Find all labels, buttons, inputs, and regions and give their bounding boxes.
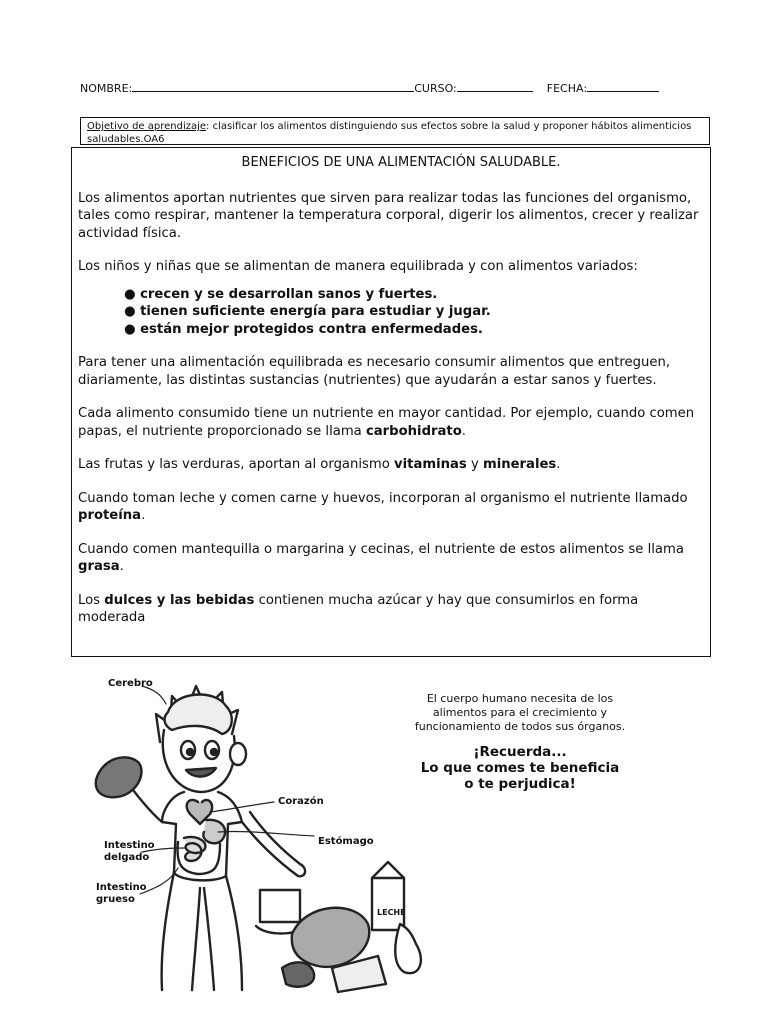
cake-icon — [260, 890, 300, 922]
nutrient-minerales: minerales — [482, 457, 557, 472]
legs-outline — [162, 872, 242, 990]
sausage-icon — [282, 962, 314, 986]
curso-field[interactable] — [457, 80, 533, 92]
paragraph-8 — [78, 592, 704, 627]
benefits-list — [124, 286, 704, 339]
sweets-and-drinks: dulces y las bebidas — [104, 592, 255, 608]
fecha-label: FECHA: — [546, 82, 588, 95]
nutrient-proteina: proteína — [78, 508, 142, 523]
chicken-icon — [292, 908, 370, 967]
label-intestino-grueso: Intestino grueso — [96, 882, 147, 905]
content-box — [71, 147, 711, 657]
label-cerebro: Cerebro — [108, 678, 153, 689]
paragraph-6 — [78, 490, 704, 525]
nutrient-vitaminas: vitaminas — [394, 457, 467, 472]
list-item: ● crecen y se desarrollan sanos y fuertes. — [124, 286, 704, 304]
paragraph-1: Los alimentos aportan nutrientes que sirven para realizar todas las funciones del organismo, tales como respirar, mantener la temperatura corporal, digerir los alimentos, crecer y realizar actividad física. — [78, 190, 699, 241]
p5-end: . — [556, 457, 561, 472]
nombre-field[interactable] — [132, 80, 414, 92]
ear — [230, 743, 246, 765]
p5-text: Las frutas y las verduras, aportan al organismo — [78, 457, 395, 472]
p8-end: contienen mucha azúcar y hay que consumirlos en forma moderada — [78, 592, 639, 625]
small-intestine-organ — [184, 837, 205, 861]
pear-icon — [395, 924, 421, 973]
paragraph-4 — [78, 405, 704, 440]
nutrient-grasa: grasa — [78, 559, 120, 574]
objective-label: Objetivo de aprendizaje — [87, 121, 207, 132]
learning-objective — [80, 117, 710, 145]
p6-text: Cuando toman leche y comen carne y huevos, incorporan al organismo el nutriente llamado — [78, 490, 688, 506]
nombre-label: NOMBRE: — [80, 82, 133, 95]
p4-end: . — [461, 423, 466, 439]
head-outline — [163, 730, 235, 792]
nutrient-carbohidrato: carbohidrato — [365, 423, 462, 439]
p6-end: . — [141, 508, 146, 523]
label-corazon: Corazón — [278, 796, 324, 807]
label-estomago: Estómago — [318, 836, 374, 847]
right-arm — [242, 812, 305, 876]
p4-text: Cada alimento consumido tiene un nutriente en mayor cantidad. Por ejemplo, cuando comen papas, el nutriente proporcionado se llama — [78, 406, 695, 439]
caption-body-needs: El cuerpo humano necesita de los alimentos para el crecimiento y funcionamiento de todos sus órganos. — [414, 692, 626, 733]
label-leche: LECHE — [377, 908, 406, 917]
student-info-line — [80, 80, 659, 95]
caption-remember-line2: Lo que comes te beneficia — [420, 760, 620, 776]
page-title: BENEFICIOS DE UNA ALIMENTACIÓN SALUDABLE. — [241, 155, 561, 170]
p7-end: . — [119, 559, 124, 574]
mouth — [186, 768, 216, 777]
list-item: ● tienen suficiente energía para estudiar y jugar. — [124, 303, 704, 321]
p8-text: Los — [78, 592, 105, 608]
paragraph-3: Para tener una alimentación equilibrada es necesario consumir alimentos que entreguen, diariamente, las distintas sustancias (nutrientes) que ayudarán a estar sanos y fuertes. — [78, 355, 671, 388]
objective-text: : clasificar los alimentos distinguiendo sus efectos sobre la salud y proponer hábitos alimenticios saludables.OA6 — [87, 121, 692, 145]
label-intestino-delgado: Intestino delgado — [104, 840, 155, 863]
caption-remember-line3: o te perjudica! — [464, 776, 576, 792]
paragraph-5 — [78, 456, 704, 474]
caption-remember — [410, 744, 630, 792]
fecha-field[interactable] — [587, 80, 659, 92]
curso-label: CURSO: — [414, 82, 457, 95]
paragraph-7 — [78, 541, 704, 576]
milk-carton-icon — [372, 878, 404, 930]
p5-and: y — [466, 457, 483, 472]
list-item: ● están mejor protegidos contra enfermedades. — [124, 321, 704, 339]
caption-remember-line1: ¡Recuerda... — [473, 744, 567, 760]
p7-text: Cuando comen mantequilla o margarina y cecinas, el nutriente de estos alimentos se llama — [78, 541, 684, 557]
paragraph-2: Los niños y niñas que se alimentan de manera equilibrada y con alimentos variados: — [78, 259, 638, 274]
